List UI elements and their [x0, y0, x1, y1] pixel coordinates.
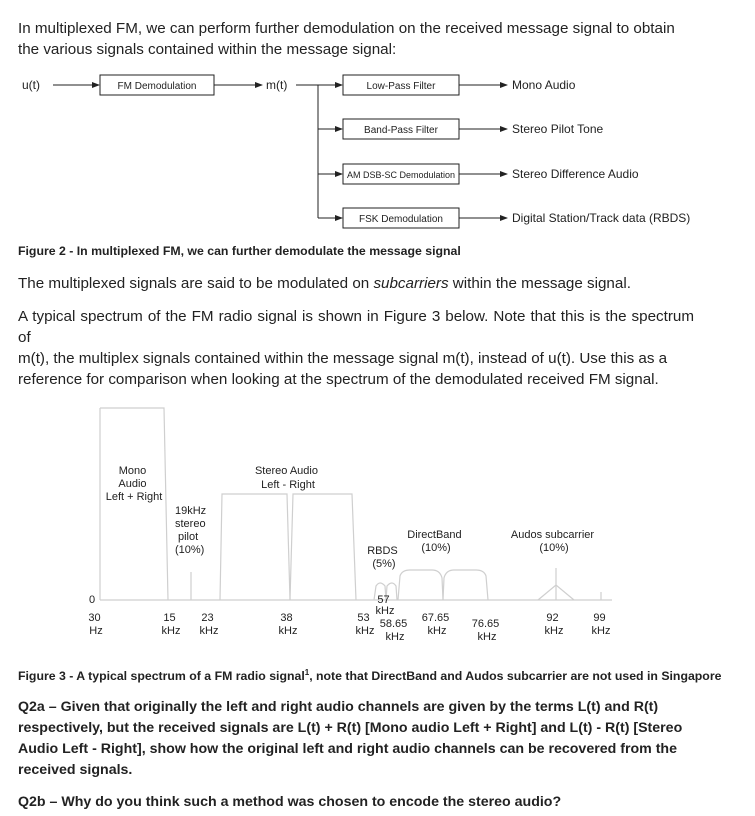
footnote-marker: 1 [304, 668, 310, 677]
mono-audio-band [100, 408, 168, 600]
output-rbds: Digital Station/Track data (RBDS) [512, 211, 691, 225]
subcarriers-prefix: The multiplexed signals are said to be modulated on [18, 275, 374, 292]
tick-76khz-unit: kHz [477, 631, 497, 643]
label-stereo-line-2: Left - Right [261, 479, 315, 491]
question-2b: Q2b – Why do you think such a method was chosen to encode the stereo audio? [18, 794, 562, 810]
tick-label-58khz [380, 618, 411, 643]
fm-demodulation-label: FM Demodulation [117, 81, 197, 92]
figure-3-caption [18, 668, 721, 683]
tick-label-15khz [162, 612, 181, 637]
directband-upper-lobe [443, 570, 488, 600]
q2a-line-2: respectively, but the received signals are L(t) + R(t) [Mono audio Left + Right] and L(t) - R(t) [Stereo [18, 720, 683, 736]
label-pilot-line-1: 19kHz [175, 505, 207, 517]
figure-3-spectrum [0, 400, 755, 650]
figure-3-caption-tail: , note that DirectBand and Audos subcarrier are not used in Singapore [309, 669, 722, 684]
tick-58khz-unit: kHz [385, 631, 405, 643]
intro-line-1: In multiplexed FM, we can perform further demodulation on the received message signal to obtain [18, 20, 675, 37]
zero-label: 0 [89, 594, 96, 606]
tick-57khz-unit: kHz [375, 605, 395, 617]
label-pilot-line-2: stereo [175, 518, 206, 530]
tick-92khz-value: 92 [546, 612, 559, 624]
q2a-line-1: Q2a – Given that originally the left and right audio channels are given by the terms L(t) and R(t) [18, 699, 659, 715]
label-pilot-line-3: pilot [178, 531, 199, 543]
tick-label-23khz [200, 612, 219, 637]
tick-67khz-unit: kHz [427, 625, 447, 637]
subcarriers-suffix: within the message signal. [448, 275, 631, 292]
figure-3-caption-main: Figure 3 - A typical spectrum of a FM radio signal [18, 669, 305, 684]
label-pilot [175, 505, 209, 556]
tick-92khz-unit: kHz [544, 625, 564, 637]
q2a-line-3: Audio Left - Right], show how the original left and right audio channels can be recovered from the [18, 741, 677, 757]
label-mono-line-1: Mono [118, 465, 147, 477]
tick-58khz-value: 58.65 [379, 618, 408, 630]
label-audos-line-2: (10%) [539, 542, 569, 554]
label-rbds-line-1: RBDS [367, 545, 398, 557]
subcarriers-emphasis: subcarriers [373, 275, 449, 292]
intro-line-2: the various signals contained within the message signal: [18, 41, 397, 58]
label-rbds-line-2: (5%) [372, 558, 396, 570]
tick-30hz-value: 30 [88, 612, 101, 624]
tick-label-38khz [279, 612, 298, 637]
output-mono-audio: Mono Audio [512, 78, 576, 92]
output-stereo-difference: Stereo Difference Audio [512, 167, 639, 181]
subcarriers-paragraph [18, 273, 694, 294]
stereo-lower-sideband [220, 494, 290, 600]
spectrum-line-2: m(t), the multiplex signals contained within the message signal m(t), instead of u(t). Use this as a [18, 350, 668, 367]
tick-label-53khz [356, 612, 375, 637]
tick-53khz-value: 53 [357, 612, 370, 624]
label-mono-audio [106, 465, 163, 503]
tick-15khz-value: 15 [163, 612, 176, 624]
intro-paragraph [18, 18, 694, 60]
spectrum-paragraph [18, 306, 694, 390]
tick-23khz-unit: kHz [199, 625, 219, 637]
figure-2-caption: Figure 2 - In multiplexed FM, we can further demodulate the message signal [18, 244, 461, 258]
label-directband-line-1: DirectBand [407, 529, 462, 541]
tick-99khz-unit: kHz [591, 625, 611, 637]
label-directband-line-2: (10%) [421, 542, 451, 554]
output-stereo-pilot: Stereo Pilot Tone [512, 122, 604, 136]
label-stereo-line-1: Stereo Audio [254, 465, 318, 477]
q2a-line-4: received signals. [18, 762, 133, 778]
tick-label-76khz [472, 618, 503, 643]
label-mono-line-2: Audio [118, 478, 147, 490]
fsk-demodulation-label: FSK Demodulation [359, 214, 443, 225]
label-directband [407, 529, 464, 554]
tick-38khz-value: 38 [280, 612, 293, 624]
spectrum-line-1: A typical spectrum of the FM radio signal is shown in Figure 3 below. Note that this is the spectrum of [18, 308, 694, 346]
tick-76khz-value: 76.65 [471, 618, 500, 630]
tick-label-67khz [422, 612, 453, 637]
label-audos [511, 529, 597, 554]
tick-15khz-unit: kHz [161, 625, 181, 637]
tick-label-99khz [592, 612, 611, 637]
directband-lower-lobe [398, 570, 443, 600]
mid-label-m: m(t) [266, 78, 288, 92]
tick-label-92khz [545, 612, 564, 637]
label-mono-line-3: Left + Right [105, 491, 163, 503]
am-dsb-sc-label: AM DSB-SC Demodulation [346, 170, 456, 180]
tick-67khz-value: 67.65 [421, 612, 450, 624]
tick-53khz-unit: kHz [355, 625, 375, 637]
tick-label-57khz [376, 594, 395, 617]
figure-2-block-diagram [0, 70, 755, 230]
tick-99khz-value: 99 [593, 612, 606, 624]
low-pass-filter-label: Low-Pass Filter [366, 81, 436, 92]
stereo-upper-sideband [290, 494, 356, 600]
input-label-u: u(t) [22, 78, 40, 92]
label-rbds [367, 545, 401, 570]
tick-38khz-unit: kHz [278, 625, 298, 637]
tick-23khz-value: 23 [201, 612, 214, 624]
label-pilot-line-4: (10%) [175, 544, 205, 556]
tick-label-30hz [88, 612, 103, 637]
spectrum-line-3: reference for comparison when looking at the spectrum of the demodulated received FM signal. [18, 371, 659, 388]
question-2a [18, 697, 702, 781]
label-stereo-audio [255, 465, 321, 491]
tick-57khz-value: 57 [377, 594, 390, 606]
tick-30hz-unit: Hz [89, 625, 103, 637]
label-audos-line-1: Audos subcarrier [510, 529, 595, 541]
band-pass-filter-label: Band-Pass Filter [364, 125, 438, 136]
